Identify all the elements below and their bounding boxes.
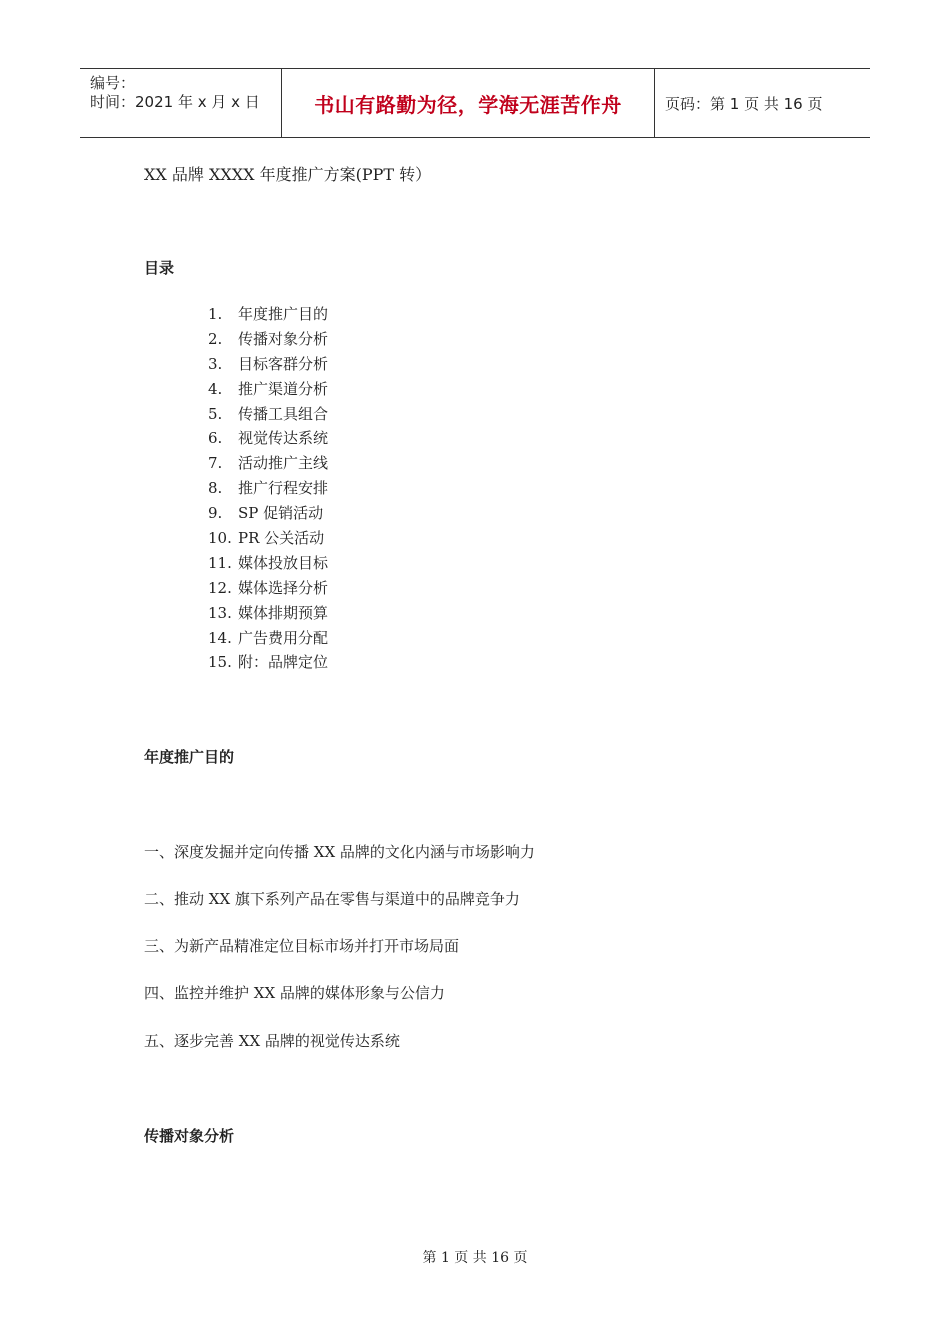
toc-item[interactable] bbox=[208, 650, 328, 675]
page-footer: 第 1 页 共 16 页 bbox=[422, 1250, 528, 1266]
toc-item-label: 附：品牌定位 bbox=[238, 653, 329, 672]
toc-item-number: 5. bbox=[208, 404, 223, 423]
goal-item: 五、逐步完善 XX 品牌的视觉传达系统 bbox=[144, 1032, 400, 1050]
toc-item-number: 4. bbox=[208, 379, 223, 398]
toc-item[interactable] bbox=[208, 302, 328, 327]
toc-item[interactable] bbox=[208, 601, 328, 626]
toc-item-label: 推广行程安排 bbox=[238, 479, 329, 498]
table-of-contents bbox=[208, 302, 328, 675]
toc-item-label: 传播对象分析 bbox=[238, 329, 329, 348]
toc-item-label: PR 公关活动 bbox=[238, 529, 325, 548]
toc-item[interactable] bbox=[208, 426, 328, 451]
toc-item[interactable] bbox=[208, 327, 328, 352]
toc-item-number: 14. bbox=[208, 628, 232, 647]
toc-item-number: 11. bbox=[208, 553, 232, 572]
toc-item-label: 年度推广目的 bbox=[238, 305, 329, 323]
goal-item: 四、监控并维护 XX 品牌的媒体形象与公信力 bbox=[144, 984, 445, 1002]
toc-item-number: 10. bbox=[208, 529, 232, 548]
toc-item[interactable] bbox=[208, 377, 328, 402]
toc-item-label: 传播工具组合 bbox=[238, 404, 329, 423]
toc-item-number: 8. bbox=[208, 479, 223, 498]
header-motto-cell bbox=[282, 69, 655, 137]
toc-item-label: 媒体排期预算 bbox=[238, 603, 329, 622]
toc-item[interactable] bbox=[208, 526, 328, 551]
document-title: XX 品牌 XXXX 年度推广方案(PPT 转） bbox=[144, 165, 432, 184]
toc-heading: 目录 bbox=[144, 259, 175, 277]
toc-item-label: 活动推广主线 bbox=[238, 454, 329, 473]
goal-item: 一、深度发掘并定向传播 XX 品牌的文化内涵与市场影响力 bbox=[144, 843, 535, 861]
goal-item: 二、推动 XX 旗下系列产品在零售与渠道中的品牌竞争力 bbox=[144, 890, 520, 908]
header-page-info: 页码：第 1 页 共 16 页 bbox=[665, 95, 823, 113]
header-page-cell bbox=[655, 69, 870, 137]
toc-item[interactable] bbox=[208, 576, 328, 601]
toc-item-number: 2. bbox=[208, 329, 223, 348]
toc-item-number: 15. bbox=[208, 653, 232, 672]
toc-item[interactable] bbox=[208, 352, 328, 377]
page-header bbox=[80, 68, 870, 138]
toc-item-label: 视觉传达系统 bbox=[238, 429, 329, 448]
header-motto: 书山有路勤为径，学海无涯苦作舟 bbox=[314, 93, 622, 117]
toc-item-label: 媒体投放目标 bbox=[238, 553, 329, 572]
toc-item-number: 7. bbox=[208, 454, 223, 473]
toc-item[interactable] bbox=[208, 402, 328, 427]
toc-item[interactable] bbox=[208, 476, 328, 501]
section-heading-audience: 传播对象分析 bbox=[144, 1127, 235, 1145]
toc-item-number: 6. bbox=[208, 429, 223, 448]
toc-item-label: 目标客群分析 bbox=[238, 354, 329, 373]
document-time-label: 时间：2021 年 x 月 x 日 bbox=[90, 93, 260, 111]
toc-item[interactable] bbox=[208, 451, 328, 476]
toc-item[interactable] bbox=[208, 501, 328, 526]
toc-item-number: 1. bbox=[208, 305, 223, 323]
toc-item[interactable] bbox=[208, 551, 328, 576]
toc-item-label: 媒体选择分析 bbox=[238, 578, 329, 597]
toc-item-label: 推广渠道分析 bbox=[238, 379, 329, 398]
section-heading-annual-goals: 年度推广目的 bbox=[144, 748, 235, 766]
toc-item-number: 3. bbox=[208, 354, 223, 373]
goal-item: 三、为新产品精准定位目标市场并打开市场局面 bbox=[144, 937, 460, 955]
toc-item-number: 12. bbox=[208, 578, 232, 597]
document-number-label: 编号： bbox=[90, 74, 136, 92]
header-meta-cell bbox=[80, 69, 282, 137]
toc-item[interactable] bbox=[208, 626, 328, 651]
toc-item-label: SP 促销活动 bbox=[238, 504, 324, 523]
toc-item-label: 广告费用分配 bbox=[238, 628, 329, 647]
toc-item-number: 9. bbox=[208, 504, 223, 523]
toc-item-number: 13. bbox=[208, 603, 232, 622]
